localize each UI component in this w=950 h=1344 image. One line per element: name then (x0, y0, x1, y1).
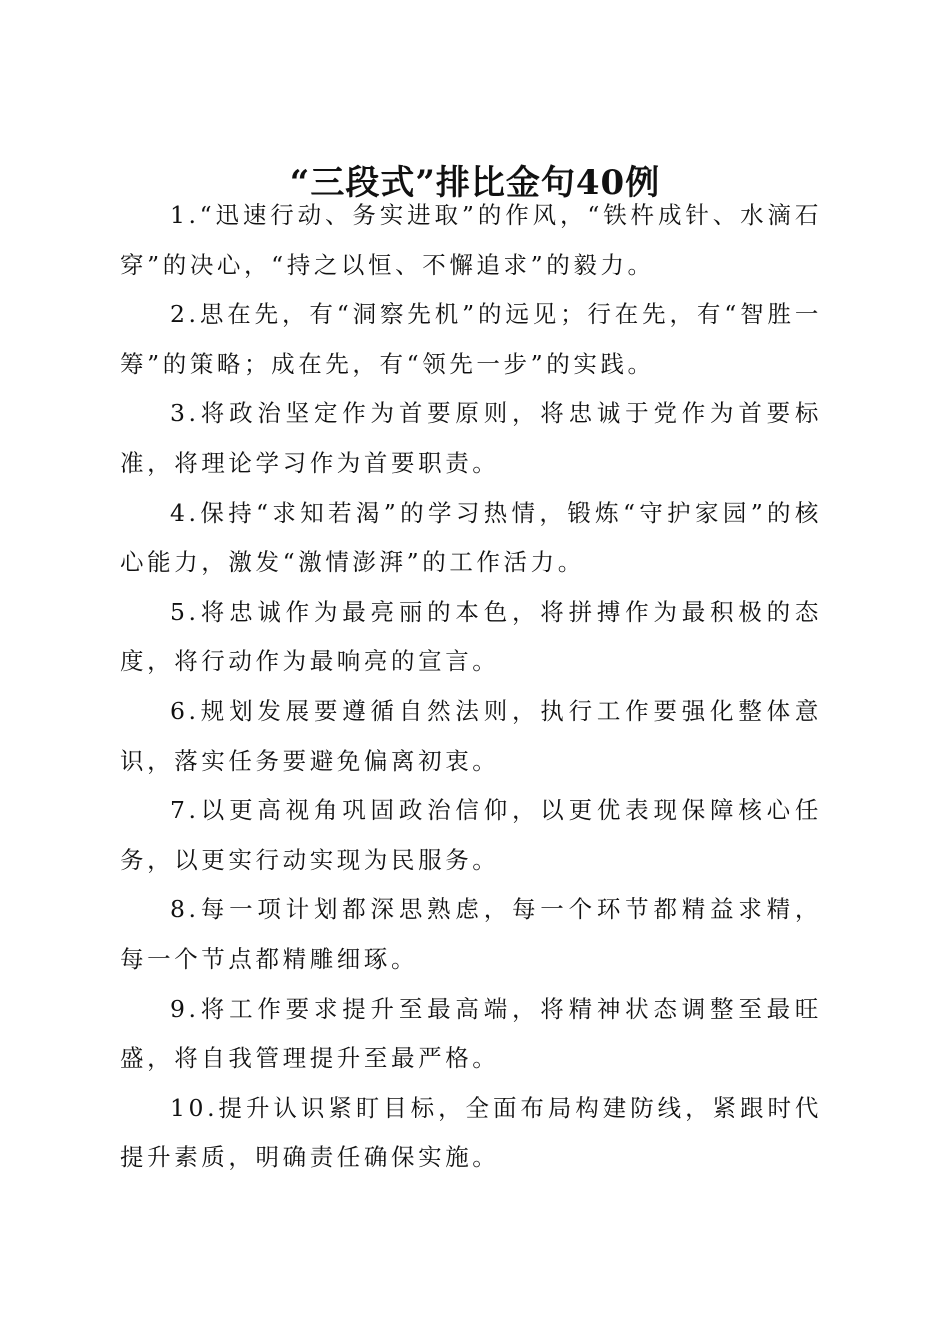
list-item: 1.“迅速行动、务实进取”的作风，“铁杵成针、水滴石穿”的决心，“持之以恒、不懈追求”的毅力。 (120, 201, 822, 279)
list-item: 7.以更高视角巩固政治信仰，以更优表现保障核心任务，以更实行动实现为民服务。 (120, 796, 822, 874)
list-item: 4.保持“求知若渴”的学习热情，锻炼“守护家园”的核心能力，激发“激情澎湃”的工作活力。 (120, 498, 822, 577)
list-item: 8.每一项计划都深思熟虑，每一个环节都精益求精，每一个节点都精雕细琢。 (120, 895, 822, 973)
list-item: 2.思在先，有“洞察先机”的远见；行在先，有“智胜一筹”的策略；成在先，有“领先一步”的实践。 (120, 300, 822, 378)
list-item: 9.将工作要求提升至最高端，将精神状态调整至最旺盛，将自我管理提升至最严格。 (120, 994, 822, 1073)
document-body (120, 191, 822, 1183)
list-item: 6.规划发展要遵循自然法则，执行工作要强化整体意识，落实任务要避免偏离初衷。 (120, 696, 822, 775)
document-title: “三段式”排比金句40例 (289, 162, 661, 203)
list-item: 5.将忠诚作为最亮丽的本色，将拼搏作为最积极的态度，将行动作为最响亮的宣言。 (120, 597, 822, 676)
list-item: 3.将政治坚定作为首要原则，将忠诚于党作为首要标准，将理论学习作为首要职责。 (120, 399, 822, 477)
list-item: 10.提升认识紧盯目标，全面布局构建防线，紧跟时代提升素质，明确责任确保实施。 (120, 1093, 822, 1172)
